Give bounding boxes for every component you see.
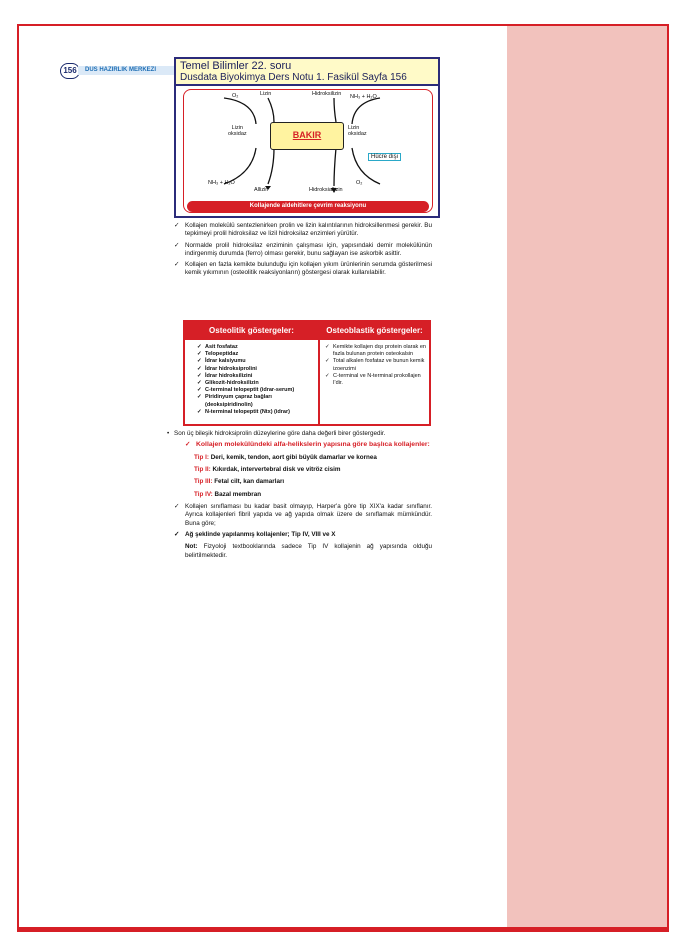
list-item: ✓ Telopeptidaz xyxy=(197,351,315,358)
type-row xyxy=(194,454,432,462)
classification-paragraph: ✓ Kollajen sınıflaması bu kadar basit olmayıp, Harper'a göre tip XIX'a kadar sınıflanır. Ayrıca kollajenleri fibril yapıda ve ağ yapıda olmak üzere de sınıflamak mümkündür. Buna göre; xyxy=(174,503,432,528)
figure-frame xyxy=(174,86,440,218)
osteoblastic-list xyxy=(325,344,429,387)
question-source: Dusdata Biyokimya Ders Notu 1. Fasikül Sayfa 156 xyxy=(180,72,407,83)
osteoblastic-header: Osteoblastik göstergeler: xyxy=(320,322,429,340)
type-label: Tip I: xyxy=(194,453,209,461)
arrow-bottom-allysine xyxy=(268,148,274,184)
arrow-bottom-hydroxyallysine xyxy=(334,148,336,186)
arrow-top-lysine xyxy=(268,98,274,122)
type-label: Tip II: xyxy=(194,466,211,474)
osteolytic-header: Osteolitik göstergeler: xyxy=(185,322,318,340)
figure-caption: Kollajende aldehitlere çevrim reaksiyonu xyxy=(187,201,429,212)
type-text: Bazal membran xyxy=(214,490,262,498)
note-label: Not: xyxy=(185,543,198,551)
table-divider xyxy=(318,322,320,424)
top-hydroxylysine: Hidroksilizin xyxy=(312,91,342,97)
top-right-products: NH₃ + H₂O xyxy=(350,94,377,100)
extracellular-label: Hücre dışı xyxy=(368,153,401,161)
type-text: Deri, kemik, tendon, aort gibi büyük damarlar ve kornea xyxy=(210,453,377,461)
top-lysine: Lizin xyxy=(260,91,272,97)
arrow-top-hydroxylysine xyxy=(334,98,336,122)
top-left-o2: O₂ xyxy=(232,93,239,99)
type-label: Tip IV: xyxy=(194,490,213,498)
note-paragraph xyxy=(185,543,432,560)
arrow-top-left xyxy=(224,98,256,124)
network-collagens: ✓ Ağ şeklinde yapılanmış kollajenler; Tip IV, VIII ve X xyxy=(174,531,432,539)
question-title-box xyxy=(174,57,440,86)
bottom-left-products: NH₃ + H₂O xyxy=(208,180,235,186)
list-item: ✓ İdrar hidroksiprolini xyxy=(197,366,315,373)
paragraph-synthesis: ✓ Kollajen molekülü sentezlenirken prolin ve lizin kalıntılarının hidroksillenmesi gerekir. Bu tepkimeyi prolil hidroksilaz ve lizil hidroksilaz enzimleri yürütür. xyxy=(174,222,432,239)
list-item: ✓ Glikozit-hidroksilizin xyxy=(197,380,315,387)
osteolytic-list xyxy=(197,344,315,416)
page-number: 156 xyxy=(60,63,80,79)
list-item: ✓ Piridinyum çapraz bağları (deoksipiridinolin) xyxy=(197,394,315,408)
type-row xyxy=(194,478,432,486)
arrow-top-right xyxy=(352,98,380,124)
note-text: Fizyoloji textbooklarında sadece Tip IV kollajenin ağ yapısında olduğu belirtilmektedir. xyxy=(185,543,432,559)
list-item: ✓ Total alkalen fosfataz ve bunun kemik izoenzimi xyxy=(325,358,429,372)
arrow-bottom-left xyxy=(224,148,256,184)
running-head: DUS HAZIRLIK MERKEZİ xyxy=(78,66,176,75)
list-item: ✓ Asit fosfataz xyxy=(197,344,315,351)
hydroxyproline-note: • Son üç bileşik hidroksiprolin düzeylerine göre daha değerli birer göstergedir. xyxy=(174,430,432,438)
list-item: ✓ C-terminal ve N-terminal prokollajen I'dir. xyxy=(325,373,429,387)
body-text xyxy=(174,222,432,281)
left-enzyme: Lizin oksidaz xyxy=(228,125,247,137)
list-item: ✓ N-terminal telopeptit (Ntx) (idrar) xyxy=(197,409,315,416)
list-item: ✓ İdrar kalsiyumu xyxy=(197,358,315,365)
type-text: Fetal cilt, kan damarları xyxy=(214,478,285,486)
list-item: ✓ İdrar hidroksilizini xyxy=(197,373,315,380)
collagen-types xyxy=(174,454,432,499)
lower-text xyxy=(174,430,432,560)
type-row xyxy=(194,491,432,499)
right-enzyme: Lizin oksidaz xyxy=(348,125,367,137)
bottom-allysine: Allizin xyxy=(254,187,269,193)
side-panel xyxy=(507,26,667,927)
type-row xyxy=(194,466,432,474)
type-label: Tip III: xyxy=(194,478,213,486)
paragraph-ferro: ✓ Normalde prolil hidroksilaz enziminin çalışması için, yapısındaki demir molekülünün indirgenmiş durumda (ferro) olması gerekir, bunu sağlayan ise askorbik asittir. xyxy=(174,242,432,259)
bone-markers-table xyxy=(183,320,431,426)
reaction-diagram xyxy=(183,89,433,213)
list-item: ✓ C-terminal telopeptit (idrar-serum) xyxy=(197,387,315,394)
bottom-right-o2: O₂ xyxy=(356,180,363,186)
alpha-helix-heading: ✓ Kollajen molekülündeki alfa-helikslerin yapısına göre başlıca kollajenler: xyxy=(185,441,432,450)
question-title: Temel Bilimler 22. soru xyxy=(180,60,292,72)
list-item: ✓ Kemikte kollajen dışı protein olarak en fazla bulunan protein osteokalsin xyxy=(325,344,429,358)
paragraph-bone: ✓ Kollajen en fazla kemikte bulunduğu için kollajen yıkım ürünlerinin serumda gösterilmesi kemik yıkımının (osteolitik reaksiyonların) göstergesi olarak kullanılabilir. xyxy=(174,261,432,278)
bottom-hydroxyallysine: Hidroksiallizin xyxy=(309,187,343,193)
copper-box: BAKIR xyxy=(270,122,344,150)
type-text: Kıkırdak, intervertebral disk ve vitröz cisim xyxy=(212,466,341,474)
